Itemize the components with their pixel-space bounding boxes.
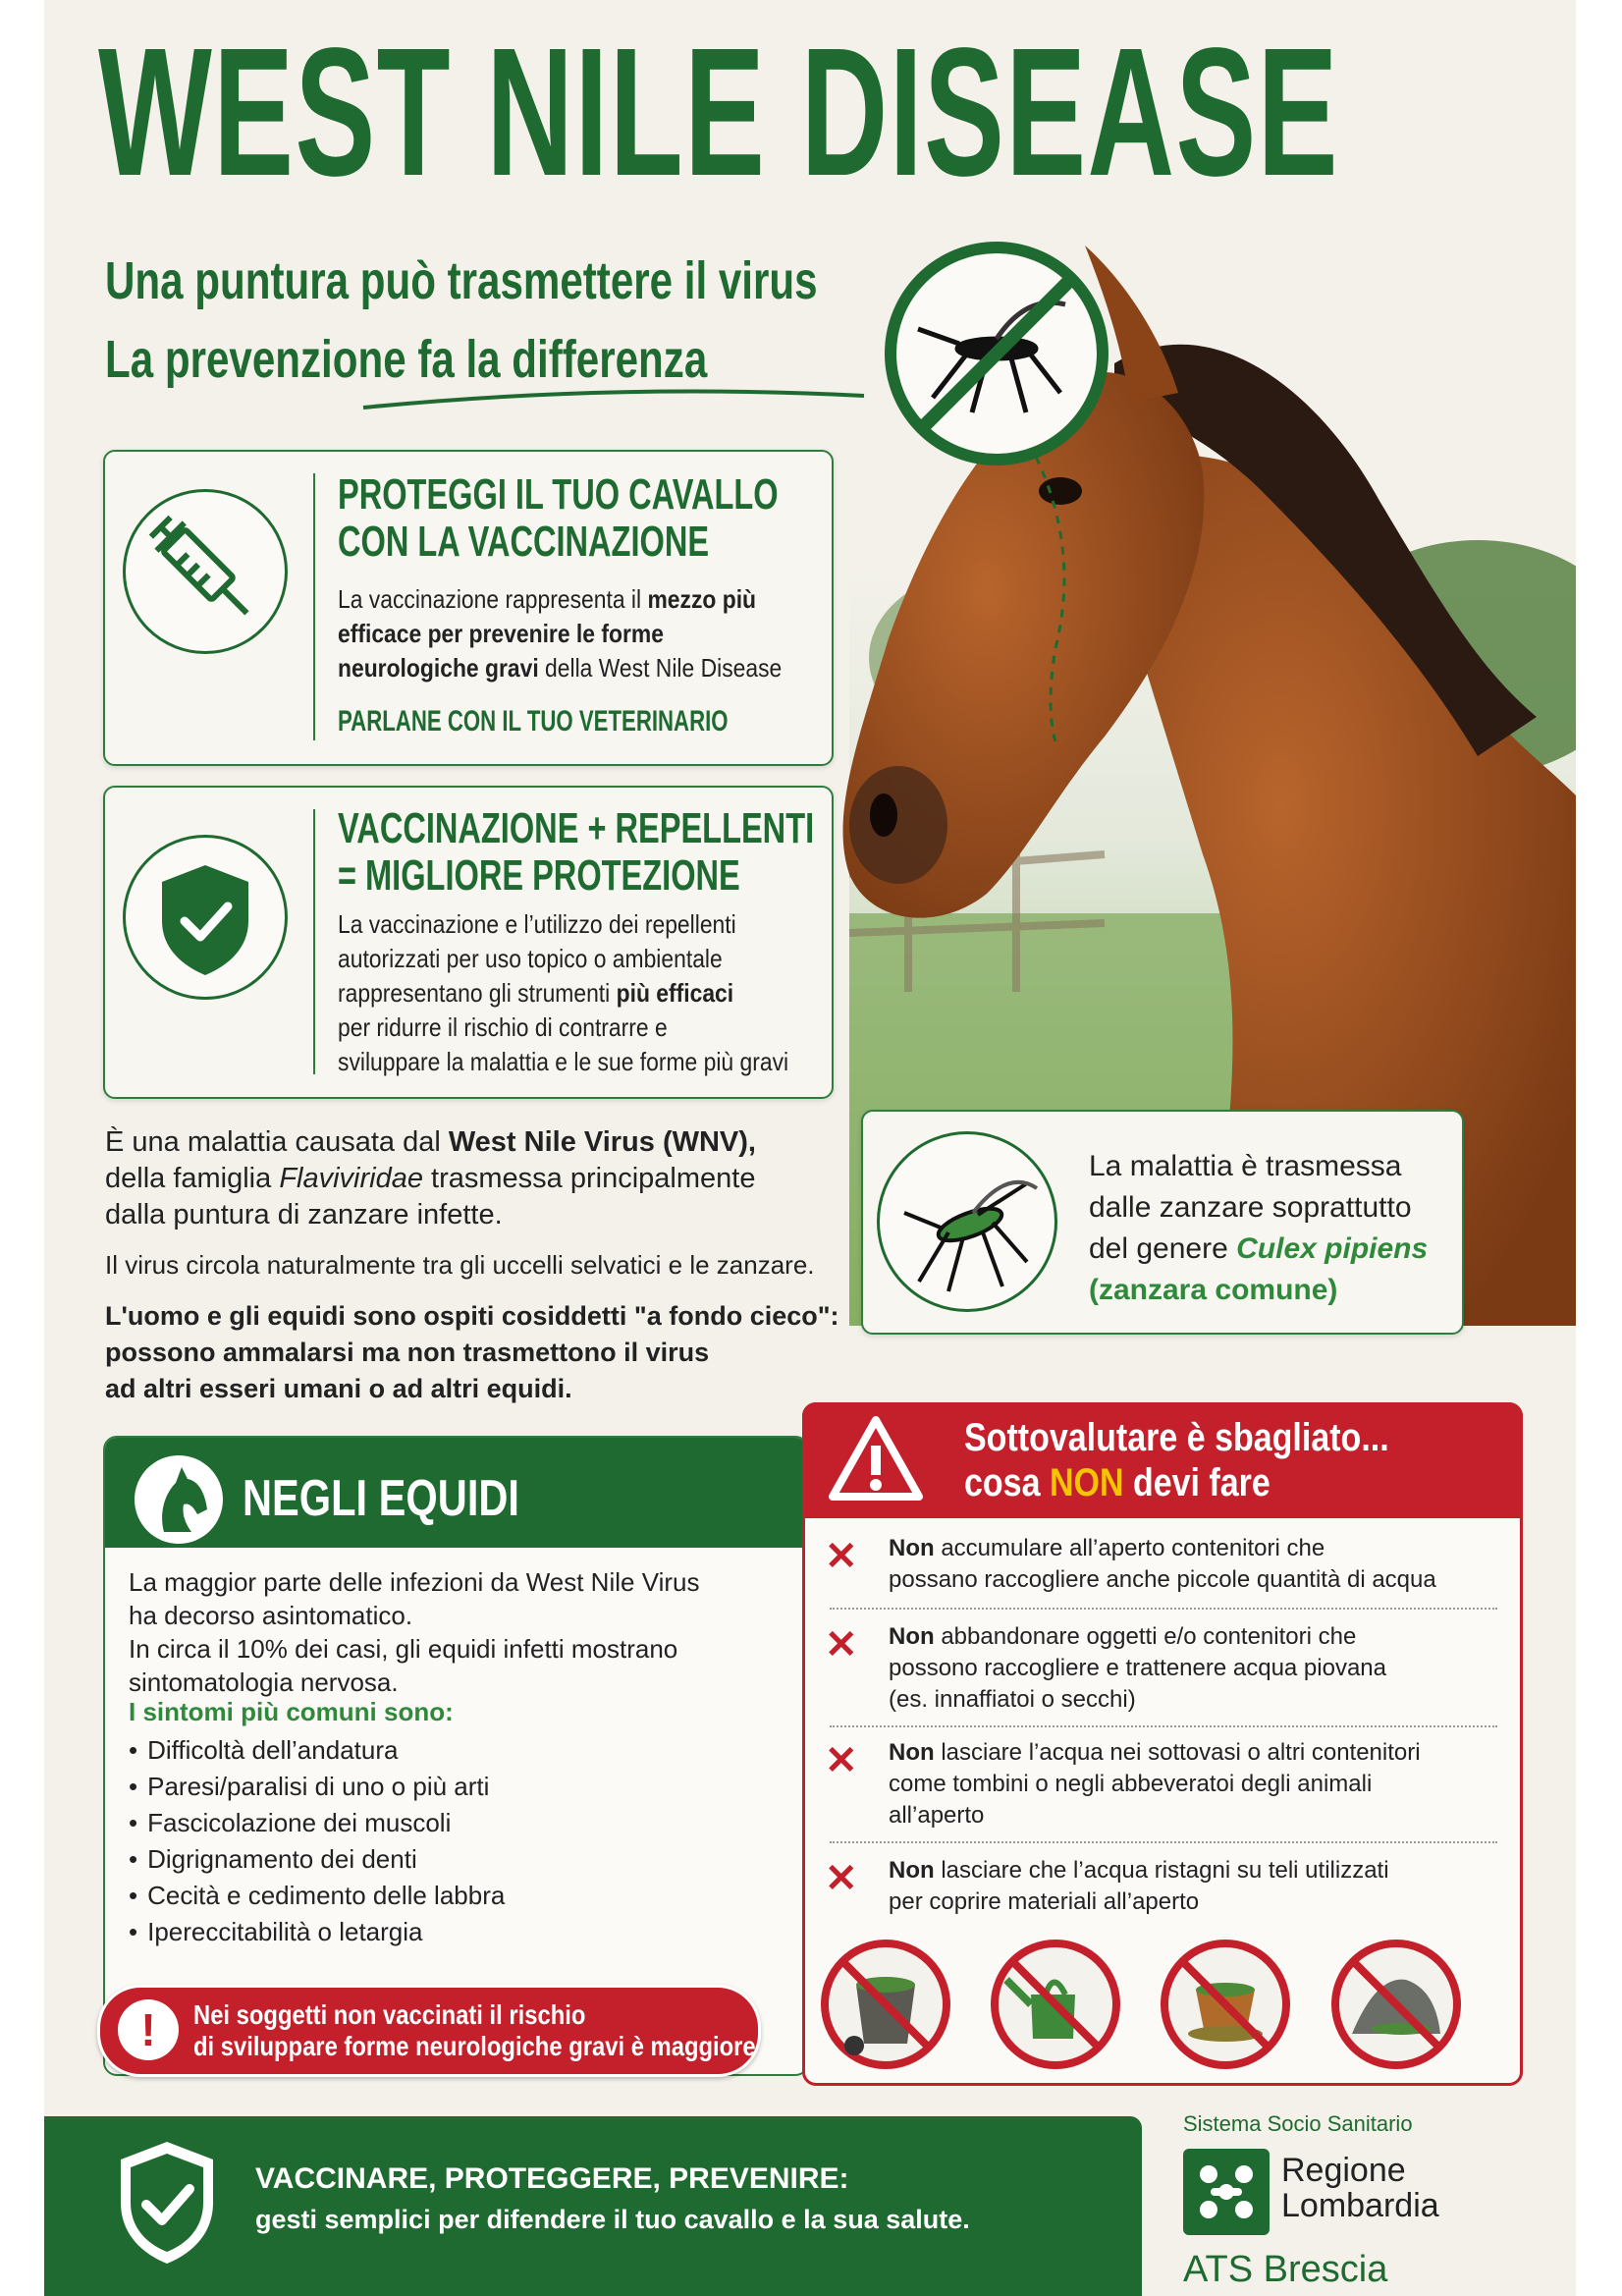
list-item: • Ipereccitabilità o letargia	[129, 1914, 505, 1950]
tarp-icon	[1327, 1936, 1465, 2073]
divider	[830, 1608, 1497, 1610]
exclamation-icon: !	[118, 1999, 179, 2060]
list-item: • Digrignamento dei denti	[129, 1841, 505, 1878]
poster	[44, 0, 1576, 2296]
symptoms-heading: I sintomi più comuni sono:	[129, 1697, 454, 1726]
equidi-title: NEGLI EQUIDI	[243, 1470, 519, 1527]
repellent-title-1: VACCINAZIONE + REPELLENTI	[338, 804, 815, 852]
footer-banner	[44, 2116, 1142, 2296]
divider	[830, 1841, 1497, 1843]
plant-saucer-icon	[1157, 1936, 1294, 2073]
cross-icon: ✕	[825, 1535, 858, 1578]
donts-header	[802, 1402, 1523, 1518]
info-paragraph-3: L'uomo e gli equidi sono ospiti cosiddetti "a fondo cieco": possono ammalarsi ma non trasmettono il virus ad altri esseri umani o ad altri equidi.	[105, 1301, 839, 1403]
bucket-icon	[817, 1936, 954, 2073]
donts-title-1: Sottovalutare è sbagliato...	[964, 1416, 1389, 1459]
cross-icon: ✕	[825, 1857, 858, 1900]
watering-can-icon	[987, 1936, 1124, 2073]
horse-head-icon	[135, 1455, 223, 1544]
list-item: • Paresi/paralisi di uno o più arti	[129, 1769, 505, 1805]
no-mosquito-icon	[879, 236, 1114, 471]
risk-warning-text: Nei soggetti non vaccinati il rischio di sviluppare forme neurologiche gravi è maggiore	[193, 1999, 756, 2061]
subtitle-line-2: La prevenzione fa la differenza	[105, 330, 708, 389]
repellent-title-2: = MIGLIORE PROTEZIONE	[338, 851, 740, 900]
mosquito-icon	[877, 1131, 1057, 1312]
vaccination-title-1: PROTEGGI IL TUO CAVALLO	[338, 470, 779, 519]
footer-line-1: VACCINARE, PROTEGGERE, PREVENIRE:	[255, 2162, 849, 2195]
vaccination-box	[103, 450, 834, 766]
divider	[830, 1725, 1497, 1727]
cross-icon: ✕	[825, 1739, 858, 1782]
list-item: • Cecità e cedimento delle labbra	[129, 1878, 505, 1914]
repellent-text: La vaccinazione e l’utilizzo dei repellenti autorizzati per uso topico o ambientale rappresentano gli strumenti più efficaci per ridurre il rischio di contrarre e sviluppare la malattia e le sue forme più gravi	[338, 909, 789, 1076]
cross-icon: ✕	[825, 1623, 858, 1667]
poster-title: WEST NILE DISEASE	[98, 11, 1339, 214]
vet-cta: PARLANE CON IL TUO VETERINARIO	[338, 705, 729, 738]
shield-check-icon	[113, 2134, 221, 2271]
info-paragraph-1: È una malattia causata dal West Nile Virus (WNV), della famiglia Flaviviridae trasmessa principalmente dalla puntura di zanzare infette.	[105, 1126, 756, 1230]
repellent-box	[103, 786, 834, 1099]
equidi-box	[103, 1436, 809, 2076]
culex-text: La malattia è trasmessa dalle zanzare soprattutto del genere Culex pipiens (zanzara comune)	[1089, 1150, 1429, 1306]
dotted-path	[1026, 452, 1085, 746]
regione-lombardia-logo	[1173, 2102, 1566, 2296]
logo-ats: ATS Brescia	[1183, 2249, 1388, 2290]
list-item: • Fascicolazione dei muscoli	[129, 1805, 505, 1841]
syringe-icon	[123, 489, 288, 654]
equidi-header	[105, 1438, 807, 1548]
divider	[313, 473, 315, 740]
subtitle-line-1: Una puntura può trasmettere il virus	[105, 251, 818, 310]
risk-warning	[97, 1985, 761, 2077]
culex-box	[861, 1110, 1464, 1335]
divider	[313, 809, 315, 1074]
donts-title-2: cosa NON devi fare	[964, 1461, 1271, 1504]
shield-check-icon	[123, 835, 288, 1000]
vaccination-title-2: CON LA VACCINAZIONE	[338, 518, 710, 566]
warning-triangle-icon	[827, 1414, 925, 1504]
info-paragraph-2: Il virus circola naturalmente tra gli uccelli selvatici e le zanzare.	[105, 1250, 815, 1280]
symptoms-list	[129, 1732, 505, 1950]
logo-region: Regione Lombardia	[1281, 2152, 1439, 2224]
donts-box: Sottovalutare è sbagliato... cosa NON devi fare ✕ Non accumulare all’aperto contenitori che possano raccogliere anche piccole quantità di acqua ✕ Non abbandonare oggetti e/o contenitori che possono raccogliere e trattenere acqua piovana (es. innaffiatoi o secchi) ✕ Non lasciare l’acqua nei sottovasi o altri contenitori come tombini o negli abbeveratoi degli animali all’aperto ✕ Non lasciare che l’acqua ristagni su teli utilizzati per coprire materiali all’aperto	[802, 1402, 1523, 2086]
vaccination-text: La vaccinazione rappresenta il mezzo più efficace per prevenire le forme neurologiche gravi della West Nile Disease	[338, 584, 783, 683]
list-item: • Difficoltà dell’andatura	[129, 1732, 505, 1769]
footer-line-2: gesti semplici per difendere il tuo cavallo e la sua salute.	[255, 2205, 970, 2234]
logo-system: Sistema Socio Sanitario	[1183, 2111, 1413, 2136]
rosa-camuna-icon	[1183, 2149, 1270, 2235]
equidi-intro: La maggior parte delle infezioni da West Nile Virus ha decorso asintomatico. In circa il 10% dei casi, gli equidi infetti mostrano sintomatologia nervosa.	[129, 1567, 700, 1697]
